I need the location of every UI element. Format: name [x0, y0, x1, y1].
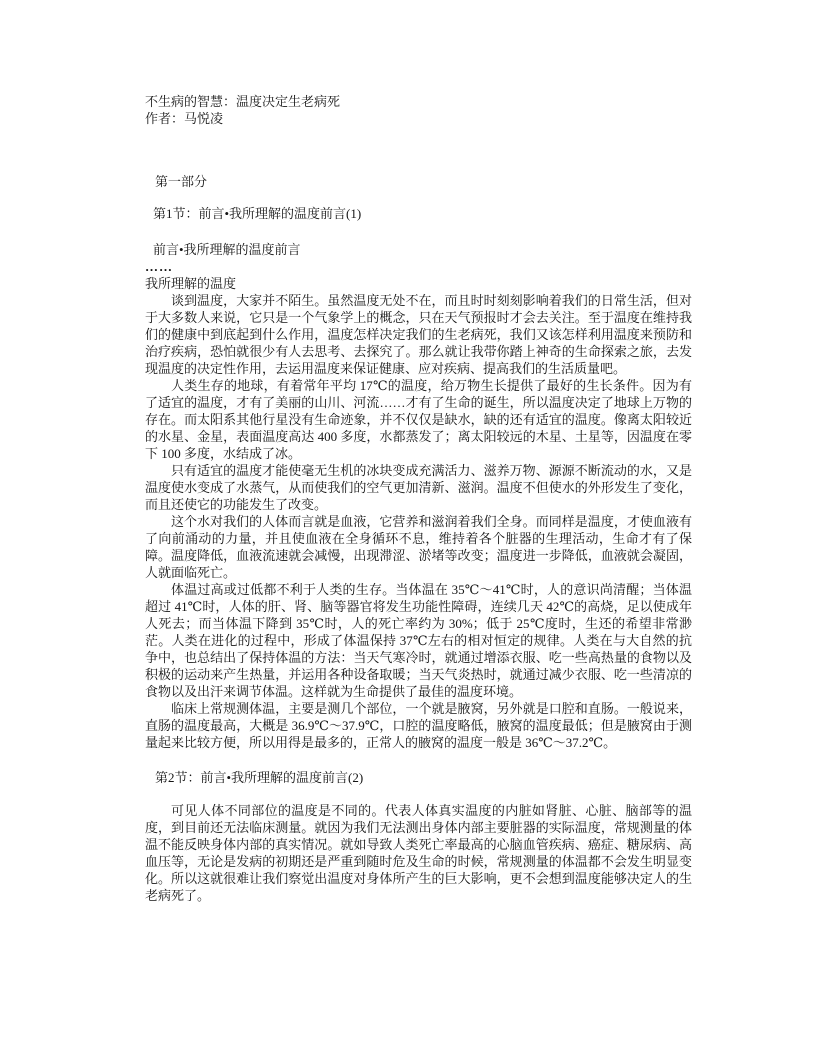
paragraph: 谈到温度，大家并不陌生。虽然温度无处不在，而且时时刻刻影响着我们的日常生活，但对于大多数人来说，它只是一个气象学上的概念，只在天气预报时才会去关注。至于温度在维持我们的健康中到底起到什么作用，温度怎样决定我们的生老病死，我们又该怎样利用温度来预防和治疗疾病，恐怕就很少有人去思考、去探究了。那么就让我带你踏上神奇的生命探索之旅，去发现温度的决定性作用，去运用温度来保证健康、应对疾病、提高我们的生活质量吧。 [145, 293, 692, 376]
preface-subheading: 我所理解的温度 [145, 276, 237, 291]
section2-heading: 第2节：前言•我所理解的温度前言(2) [155, 770, 364, 785]
paragraph: 人类生存的地球，有着常年平均 17℃的温度，给万物生长提供了最好的生长条件。因为有了适宜的温度，才有了美丽的山川、河流……才有了生命的诞生，所以温度决定了地球上万物的存在。而太阳系其他行星没有生命迹象，并不仅仅是缺水，缺的还有适宜的温度。像离太阳较近的水星、金星，表面温度高达 400 多度，水都蒸发了；离太阳较远的木星、土星等，因温度在零下 100 多度，水结成了冰。 [145, 378, 692, 461]
book-author: 作者：马悦凌 [145, 111, 224, 126]
paragraph: 可见人体不同部位的温度是不同的。代表人体真实温度的内脏如肾脏、心脏、脑部等的温度，到目前还无法临床测量。就因为我们无法测出身体内部主要脏器的实际温度，常规测量的体温不能反映身体内部的真实情况。就如导致人类死亡率最高的心脑血管疾病、癌症、糖尿病、高血压等，无论是发病的初期还是严重到随时危及生命的时候，常规测量的体温都不会发生明显变化。所以这就很难让我们察觉出温度对身体所产生的巨大影响，更不会想到温度能够决定人的生老病死了。 [145, 803, 692, 903]
preface-subtitle: 前言•我所理解的温度前言 [153, 242, 301, 257]
book-title: 不生病的智慧：温度决定生老病死 [145, 94, 341, 109]
paragraph: 临床上常规测体温，主要是测几个部位，一个就是腋窝，另外就是口腔和直肠。一般说来，直肠的温度最高，大概是 36.9℃～37.9℃，口腔的温度略低，腋窝的温度最低；但是腋窝由于测量起来比较方便，所以用得是最多的，正常人的腋窝的温度一般是 36℃～37.2℃。 [145, 701, 692, 750]
paragraph: 这个水对我们的人体而言就是血液，它营养和滋润着我们全身。而同样是温度，才使血液有了向前涌动的力量，并且使血液在全身循环不息，维持着各个脏器的生理活动，生命才有了保障。温度降低，血液流速就会减慢，出现滞涩、淤堵等改变；温度进一步降低，血液就会凝固，人就面临死亡。 [145, 514, 692, 580]
ellipsis-line: …… [145, 259, 173, 274]
section1-heading: 第1节：前言•我所理解的温度前言(1) [153, 206, 362, 221]
part-heading: 第一部分 [155, 174, 208, 189]
paragraph: 只有适宜的温度才能使毫无生机的冰块变成充满活力、滋养万物、源源不断流动的水，又是温度使水变成了水蒸气，从而使我们的空气更加清新、滋润。温度不但使水的外形发生了变化，而且还使它的功能发生了改变。 [145, 463, 692, 512]
paragraph: 体温过高或过低都不利于人类的生存。当体温在 35℃～41℃时，人的意识尚清醒；当体温超过 41℃时，人体的肝、肾、脑等器官将发生功能性障碍，连续几天 42℃的高烧，足以使成年人死去；而当体温下降到 35℃时，人的死亡率约为 30%；低于 25℃度时，生还的希望非常渺茫。人类在进化的过程中，形成了体温保持 37℃左右的相对恒定的规律。人类在与大自然的抗争中，也总结出了保持体温的方法：当天气寒冷时，就通过增添衣服、吃一些高热量的食物以及积极的运动来产生热量，并运用各种设备取暖；当天气炎热时，就通过减少衣服、吃一些清凉的食物以及出汗来调节体温。这样就为生命提供了最佳的温度环境。 [145, 582, 692, 699]
